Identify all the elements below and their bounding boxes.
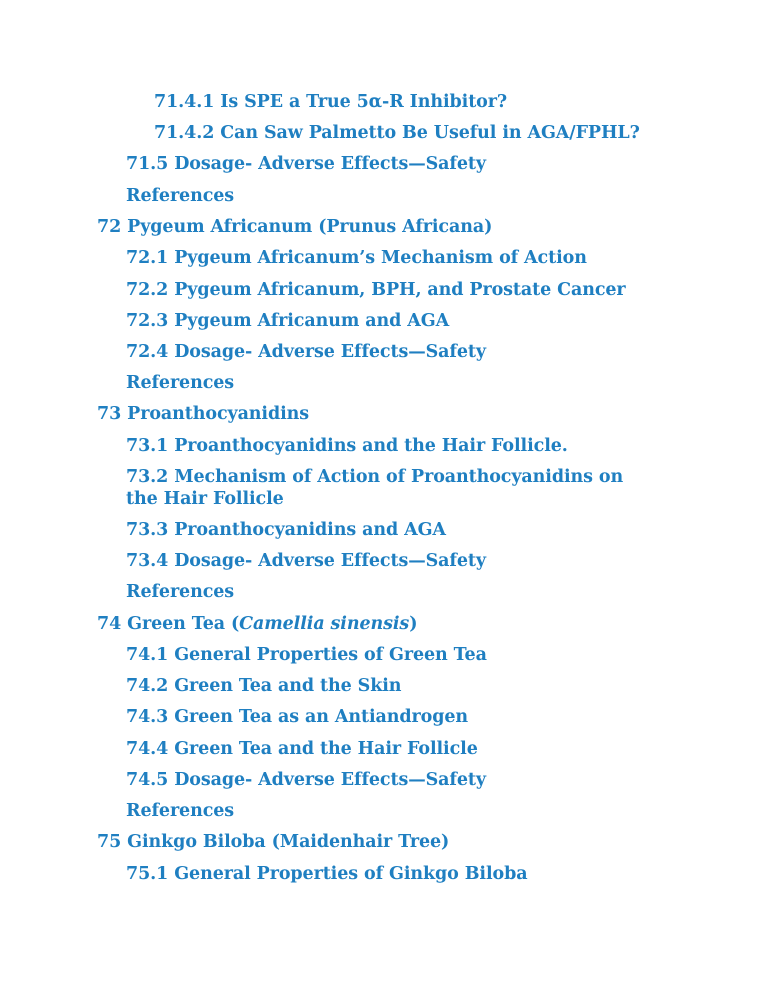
toc-entry-73-3[interactable]: 73.3 Proanthocyanidins and AGA [126, 520, 446, 540]
toc-entry-72-1[interactable]: 72.1 Pygeum Africanum’s Mechanism of Action [126, 248, 587, 268]
toc-entry-75[interactable]: 75 Ginkgo Biloba (Maidenhair Tree) [97, 832, 450, 852]
toc-entry-74-3[interactable]: 74.3 Green Tea as an Antiandrogen [126, 707, 469, 727]
toc-entry-74-4[interactable]: 74.4 Green Tea and the Hair Follicle [126, 739, 478, 759]
toc-entry-73-4[interactable]: 73.4 Dosage- Adverse Effects—Safety [126, 551, 486, 571]
toc-entry-71-4-1[interactable]: 71.4.1 Is SPE a True 5α-R Inhibitor? [154, 92, 508, 112]
toc-entry-75-1[interactable]: 75.1 General Properties of Ginkgo Biloba [126, 864, 528, 884]
toc-entry-74-5[interactable]: 74.5 Dosage- Adverse Effects—Safety [126, 770, 486, 790]
toc-entry-references-71[interactable]: References [126, 186, 235, 206]
toc-entry-72-4[interactable]: 72.4 Dosage- Adverse Effects—Safety [126, 342, 486, 362]
toc-entry-72-3[interactable]: 72.3 Pygeum Africanum and AGA [126, 311, 450, 331]
toc-entry-73[interactable]: 73 Proanthocyanidins [97, 404, 310, 424]
toc-entry-73-1[interactable]: 73.1 Proanthocyanidins and the Hair Follicle. [126, 436, 568, 456]
toc-entry-references-72[interactable]: References [126, 373, 235, 393]
toc-entry-references-73[interactable]: References [126, 582, 235, 602]
toc-entry-references-74[interactable]: References [126, 801, 235, 821]
toc-entry-74[interactable] [97, 613, 417, 635]
toc-entry-72-2[interactable]: 72.2 Pygeum Africanum, BPH, and Prostate Cancer [126, 280, 626, 300]
toc-entry-72[interactable]: 72 Pygeum Africanum (Prunus Africana) [97, 217, 493, 237]
toc-entry-74-prefix: 74 Green Tea ( [97, 614, 240, 634]
toc-entry-74-2[interactable]: 74.2 Green Tea and the Skin [126, 676, 402, 696]
toc-entry-74-1[interactable]: 74.1 General Properties of Green Tea [126, 645, 487, 665]
toc-entry-74-italic: Camellia sinensis [239, 614, 410, 634]
toc-entry-73-2[interactable]: 73.2 Mechanism of Action of Proanthocyanidins on the Hair Follicle [126, 467, 624, 509]
toc-entry-71-4-2[interactable]: 71.4.2 Can Saw Palmetto Be Useful in AGA/FPHL? [154, 123, 640, 143]
toc-entry-74-suffix: ) [409, 614, 418, 634]
toc-entry-71-5[interactable]: 71.5 Dosage- Adverse Effects—Safety [126, 154, 486, 174]
